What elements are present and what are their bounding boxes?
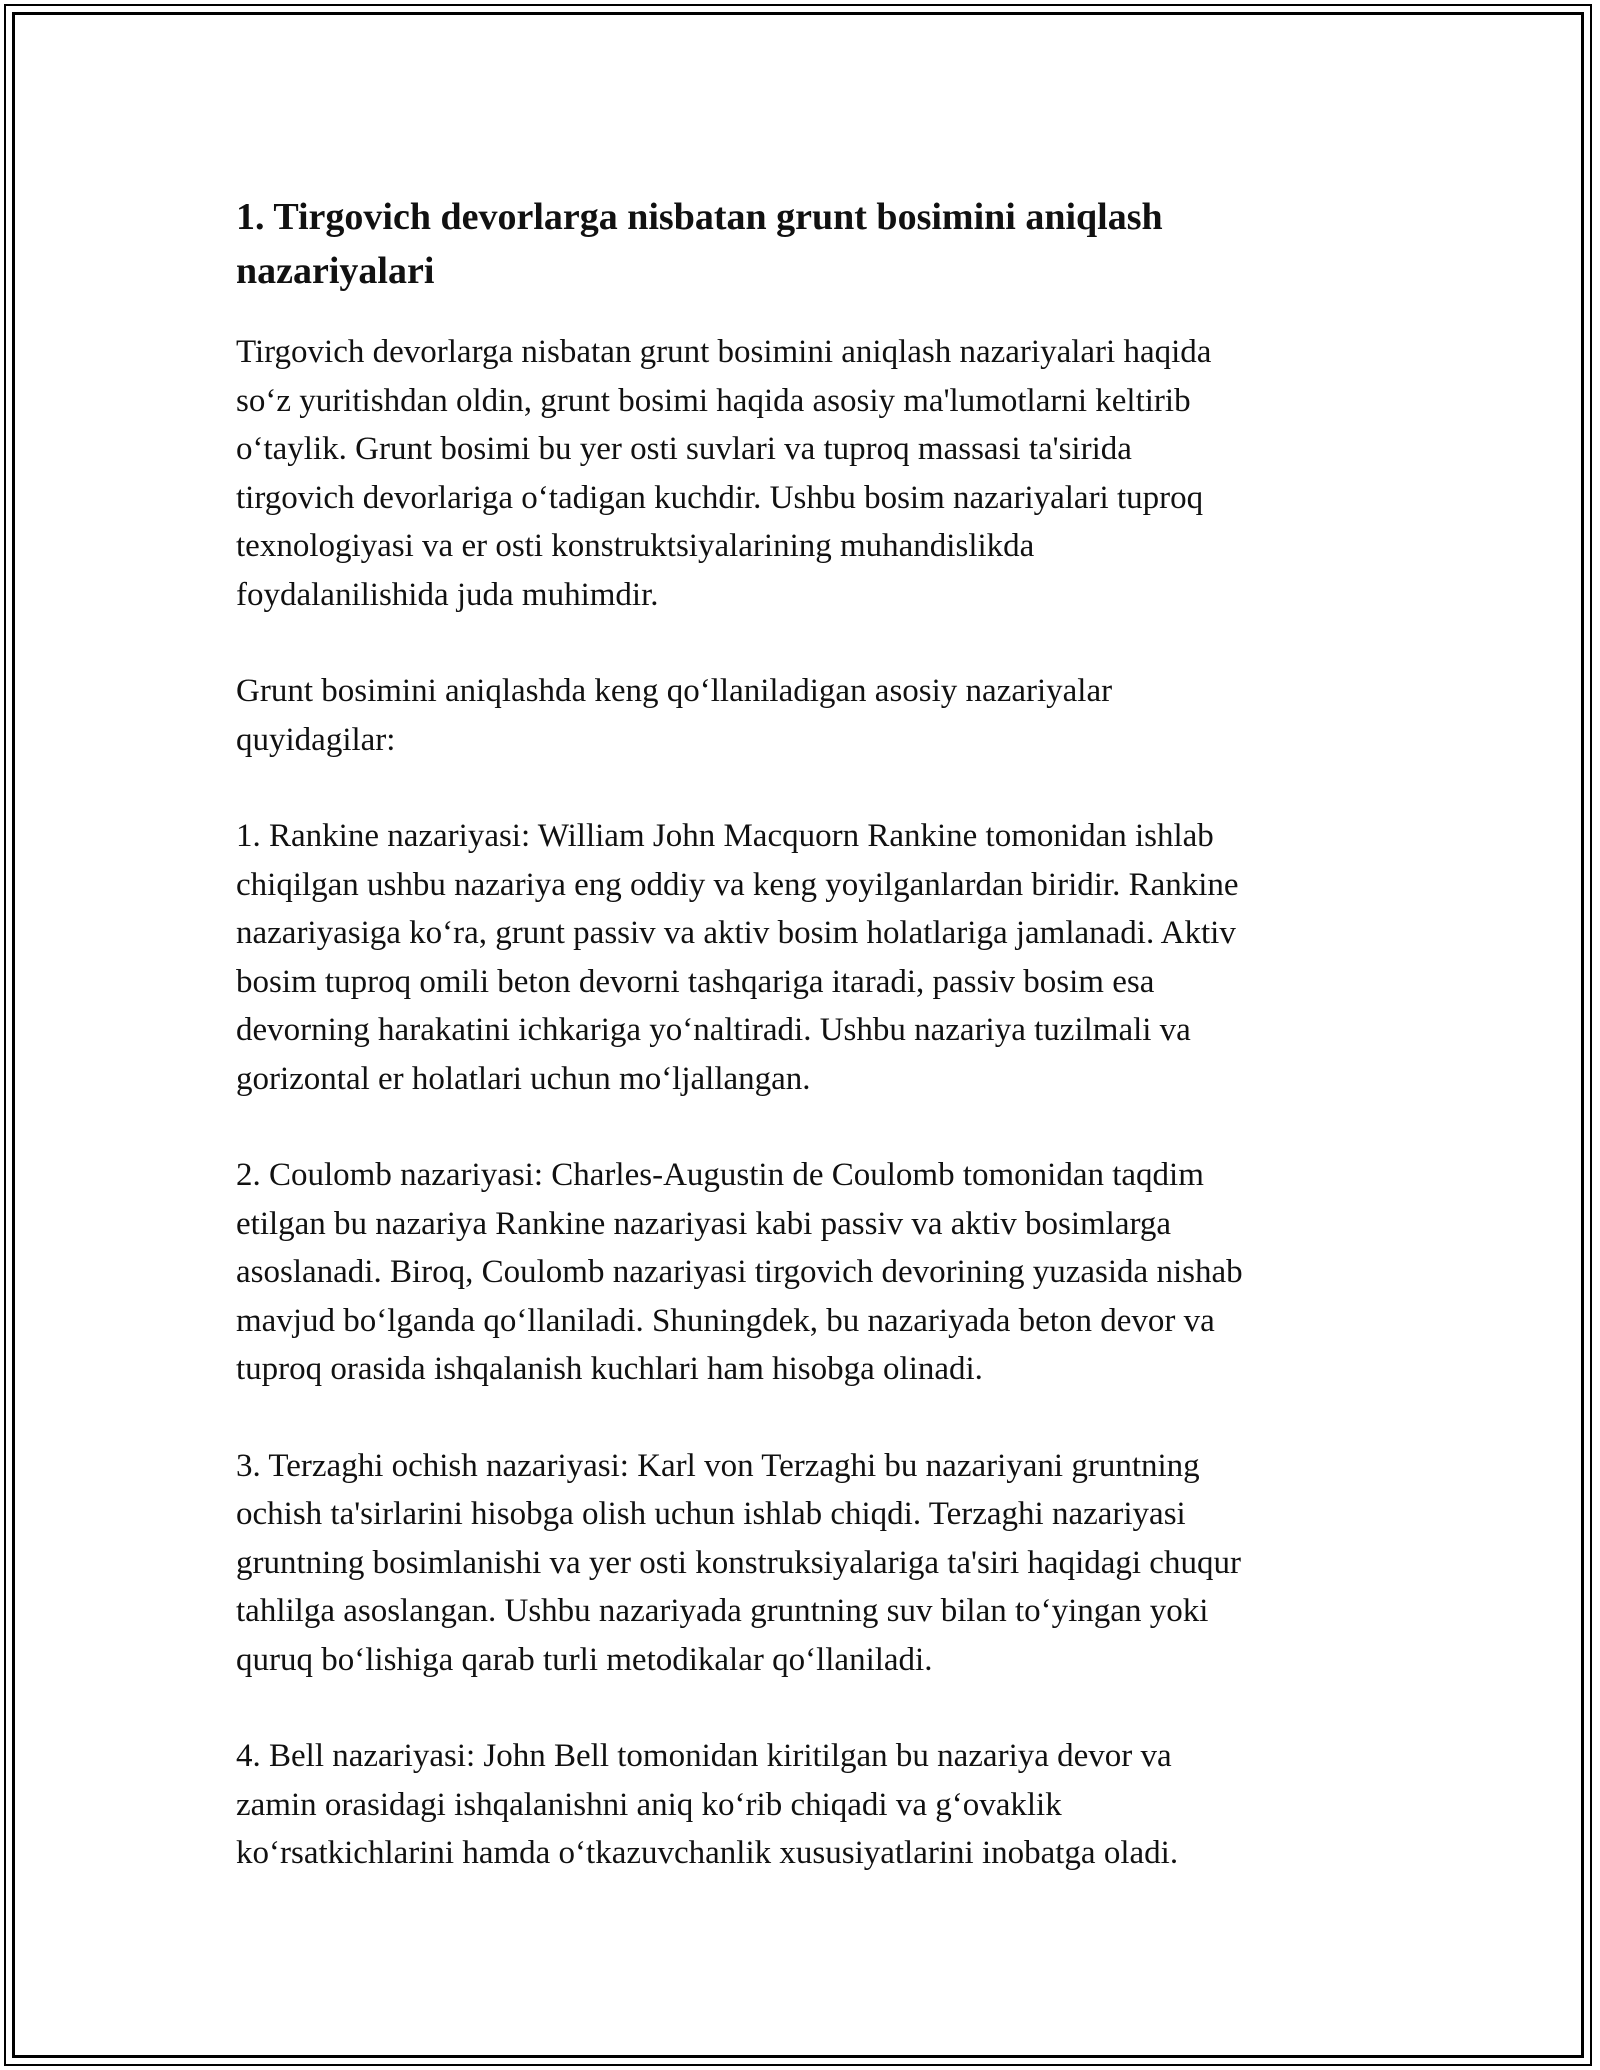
section-heading: 1. Tirgovich devorlarga nisbatan grunt bosimini aniqlash nazariyalari [236,196,1163,292]
intro-paragraph: Tirgovich devorlarga nisbatan grunt bosimini aniqlash nazariyalari haqida so‘z yuritishdan oldin, grunt bosimi haqida asosiy ma'lumotlarni keltirib o‘taylik. Grunt bosimi bu yer osti suvlari va tuproq massasi ta'sirida tirgovich devorlariga o‘tadigan kuchdir. Ushbu bosim nazariyalari tuproq texnologiyasi va er osti konstruktsiyalarining muhandislikda foydalanilishida juda muhimdir. [236,334,1212,613]
rankine-theory-paragraph: 1. Rankine nazariyasi: William John Macquorn Rankine tomonidan ishlab chiqilgan ushbu nazariya eng oddiy va keng yoyilganlardan biridir. Rankine nazariyasiga ko‘ra, grunt passiv va aktiv bosim holatlariga jamlanadi. Aktiv bosim tuproq omili beton devorni tashqariga itaradi, passiv bosim esa devorning harakatini ichkariga yo‘naltiradi. Ushbu nazariya tuzilmali va gorizontal er holatlari uchun mo‘ljallangan. [236,818,1239,1097]
document-body [236,190,1386,1926]
terzaghi-theory-paragraph: 3. Terzaghi ochish nazariyasi: Karl von Terzaghi bu nazariyani gruntning ochish ta'sirlarini hisobga olish uchun ishlab chiqdi. Terzaghi nazariyasi gruntning bosimlanishi va yer osti konstruksiyalariga ta'siri haqidagi chuqur tahlilga asoslangan. Ushbu nazariyada gruntning suv bilan to‘yingan yoki quruq bo‘lishiga qarab turli metodikalar qo‘llaniladi. [236,1447,1241,1678]
coulomb-theory-paragraph: 2. Coulomb nazariyasi: Charles-Augustin de Coulomb tomonidan taqdim etilgan bu nazariya Rankine nazariyasi kabi passiv va aktiv bosimlarga asoslanadi. Biroq, Coulomb nazariyasi tirgovich devorining yuzasida nishab mavjud bo‘lganda qo‘llaniladi. Shuningdek, bu nazariyada beton devor va tuproq orasida ishqalanish kuchlari ham hisobga olinadi. [236,1157,1243,1387]
theories-lead-paragraph: Grunt bosimini aniqlashda keng qo‘llaniladigan asosiy nazariyalar quyidagilar: [236,673,1113,758]
bell-theory-paragraph: 4. Bell nazariyasi: John Bell tomonidan kiritilgan bu nazariya devor va zamin orasidagi ishqalanishni aniq ko‘rib chiqadi va g‘ovaklik ko‘rsatkichlarini hamda o‘tkazuvchanlik xususiyatlarini inobatga oladi. [236,1738,1179,1871]
